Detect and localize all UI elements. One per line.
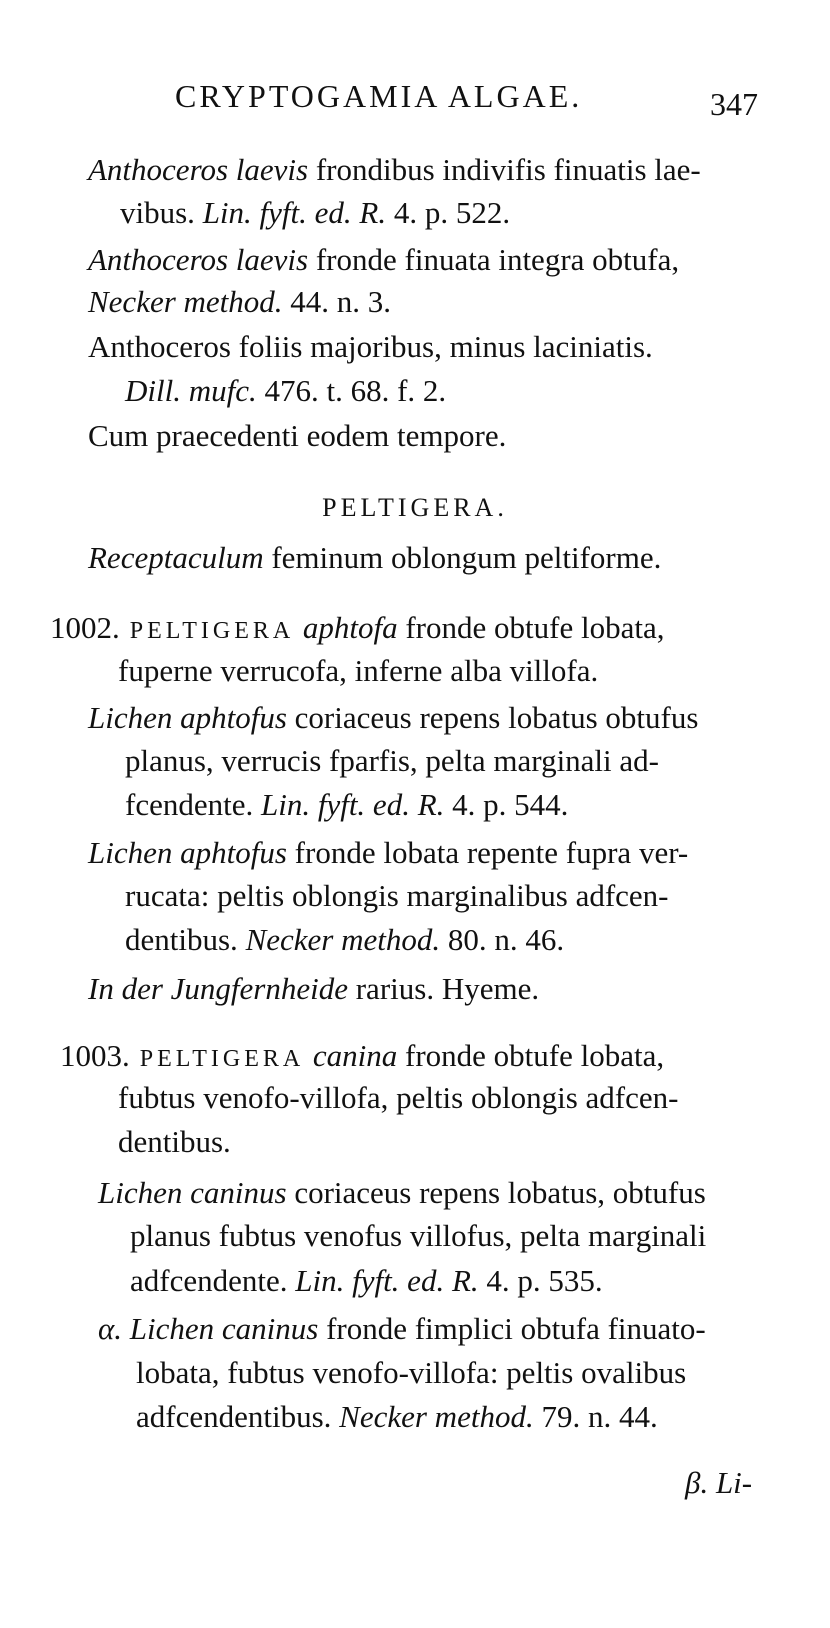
citation-number: 4. p. 522. [386, 195, 511, 230]
habitat-text: rarius. Hyeme. [347, 971, 540, 1006]
text-line-17 [88, 969, 539, 1009]
citation-number: 4. p. 544. [444, 787, 569, 822]
description-text: fronde obtufe lobata, [397, 610, 665, 645]
text-line-6 [125, 371, 446, 411]
species-name: canina [312, 1038, 398, 1073]
species-entry-1003 [60, 1036, 664, 1079]
text-line-15 [125, 876, 669, 916]
citation-text: Lin. fyft. ed. R. [295, 1263, 479, 1298]
taxon-name: Lichen caninus [129, 1311, 319, 1346]
taxon-name: Anthoceros laevis [88, 242, 309, 277]
description-text: planus fubtus venofus villofus, pelta marginali [130, 1218, 707, 1253]
citation-text: Necker method. [339, 1399, 534, 1434]
text-line-10 [118, 651, 598, 691]
description-text: fcendente. [125, 787, 261, 822]
text-line-8 [88, 538, 661, 578]
description-text: rucata: peltis oblongis marginalibus adfcen- [125, 878, 669, 913]
description-text: dentibus. [125, 922, 246, 957]
running-head-title: CRYPTOGAMIA ALGAE. [175, 78, 583, 114]
description-text: adfcendente. [130, 1263, 296, 1298]
description-text: planus, verrucis fparfis, pelta marginali ad- [125, 743, 659, 778]
species-name: aphtofa [302, 610, 398, 645]
description-text: adfcendentibus. [136, 1399, 340, 1434]
text-line-2 [120, 193, 510, 233]
page-number: 347 [710, 86, 758, 122]
citation-number: 4. p. 535. [478, 1263, 603, 1298]
taxon-name: Anthoceros laevis [88, 152, 309, 187]
entry-number: 1003. [60, 1038, 130, 1073]
variety-marker: α. [98, 1311, 130, 1346]
text-line-26 [136, 1397, 658, 1437]
locality-text: In der Jungfernheide [88, 971, 348, 1006]
text-line-22 [130, 1216, 706, 1256]
citation-text: Necker method. [88, 284, 283, 319]
text-line-11 [88, 698, 698, 738]
description-text: lobata, fubtus venofo-villofa: peltis ovalibus [136, 1355, 687, 1390]
citation-number: 44. n. 3. [282, 284, 392, 319]
description-text: Anthoceros foliis majoribus, minus laciniatis. [88, 329, 653, 364]
text-line-25 [136, 1353, 686, 1393]
citation-text: Necker method. [245, 922, 441, 957]
citation-number: 80. n. 46. [440, 922, 565, 957]
text-line-23 [130, 1261, 603, 1301]
description-text: coriaceus repens lobatus, obtufus [286, 1175, 706, 1210]
description-text: fronde fimplici obtufa finuato- [318, 1311, 706, 1346]
description-text: vibus. [120, 195, 203, 230]
term-text: Receptaculum [88, 540, 264, 575]
text-line-12 [125, 741, 659, 781]
entry-number: 1002. [50, 610, 120, 645]
citation-number: 476. t. 68. f. 2. [256, 373, 447, 408]
text-line-4 [88, 282, 391, 322]
habitat-text: Cum praecedenti eodem tempore. [88, 418, 507, 453]
text-line-14 [88, 833, 688, 873]
text-line-16 [125, 920, 564, 960]
genus-name: PELTIGERA [129, 1046, 313, 1072]
genus-name: PELTIGERA [119, 618, 303, 644]
genus-heading: PELTIGERA. [322, 493, 508, 522]
description-text: coriaceus repens lobatus obtufus [286, 700, 699, 735]
citation-text: Lin. fyft. ed. R. [202, 195, 387, 230]
description-text: dentibus. [118, 1124, 231, 1159]
taxon-name: Lichen aphtofus [88, 700, 287, 735]
citation-number: 79. n. 44. [533, 1399, 658, 1434]
text-line-24 [98, 1309, 706, 1349]
description-text: fronde obtufe lobata, [397, 1038, 665, 1073]
citation-text: Dill. mufc. [125, 373, 257, 408]
description-text: fubtus venofo-villofa, peltis oblongis adfcen- [118, 1080, 679, 1115]
text-line-5 [88, 327, 653, 367]
catchword: β. Li- [685, 1465, 753, 1500]
text-line-19 [118, 1078, 678, 1118]
text-line-1 [88, 150, 701, 190]
text-line-13 [125, 785, 568, 825]
description-text: feminum oblongum peltiforme. [263, 540, 662, 575]
species-entry-1002 [50, 608, 664, 651]
text-line-20 [118, 1122, 231, 1162]
citation-text: Lin. fyft. ed. R. [260, 787, 445, 822]
description-text: fronde finuata integra obtufa, [308, 242, 680, 277]
taxon-name: Lichen caninus [98, 1175, 287, 1210]
taxon-name: Lichen aphtofus [88, 835, 287, 870]
description-text: fuperne verrucofa, inferne alba villofa. [118, 653, 599, 688]
description-text: fronde lobata repente fupra ver- [286, 835, 689, 870]
text-line-3 [88, 240, 679, 280]
description-text: frondibus indivifis finuatis lae- [308, 152, 701, 187]
text-line-21 [98, 1173, 706, 1213]
text-line-7 [88, 416, 506, 456]
